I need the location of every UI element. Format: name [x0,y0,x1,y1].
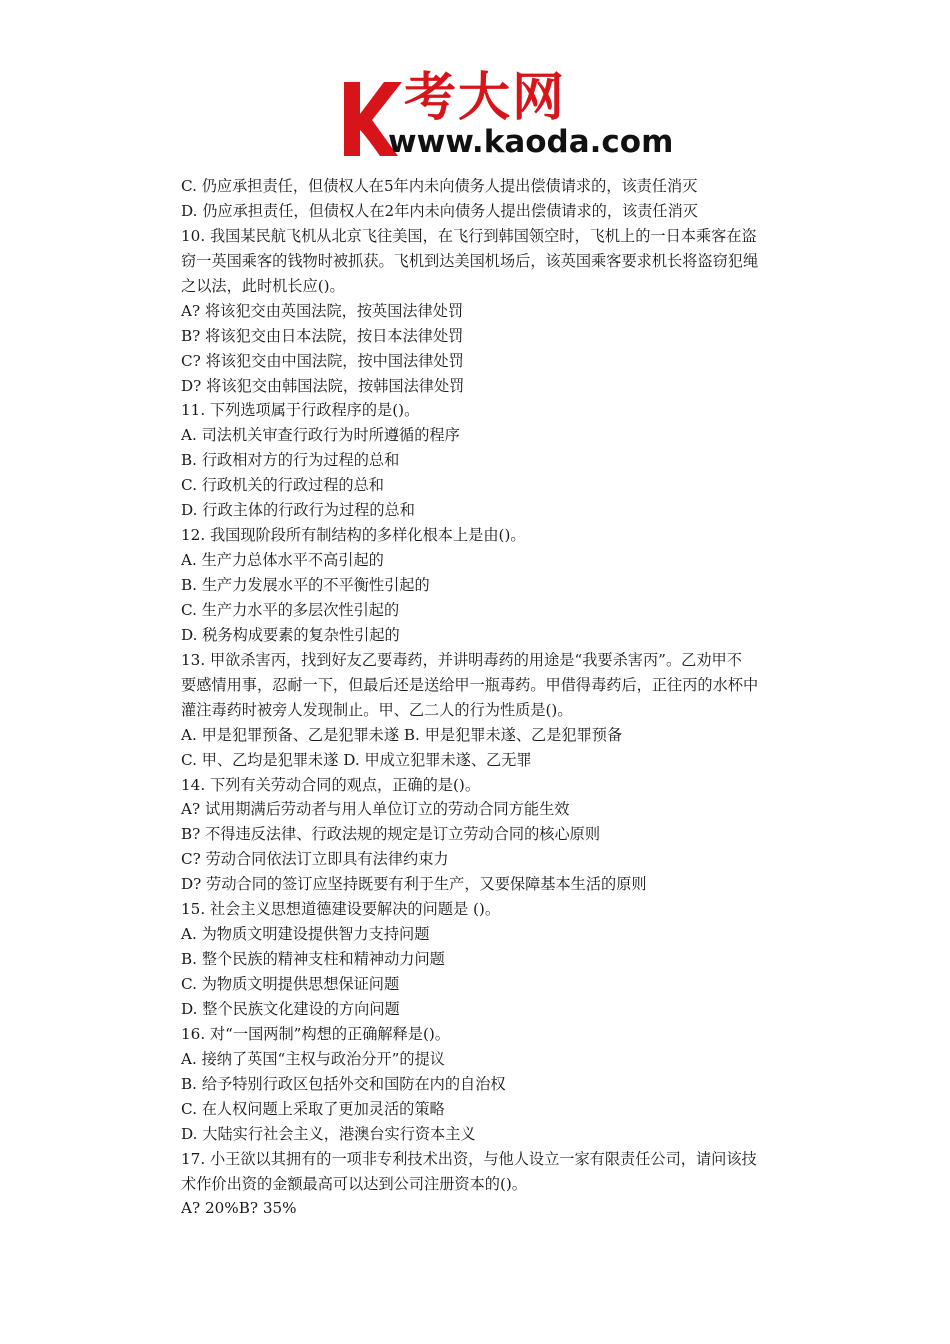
text-line: 14. 下列有关劳动合同的观点，正确的是()。 [181,775,481,794]
text-line: C. 为物质文明提供思想保证问题 [181,975,400,993]
text-line: 13. 甲欲杀害丙，找到好友乙要毒药，并讲明毒药的用途是“我要杀害丙”。乙劝甲不 [181,650,742,669]
text-line: D. 行政主体的行政行为过程的总和 [181,501,415,520]
text-line: 11. 下列选项属于行政程序的是()。 [181,401,420,420]
text-line: D? 劳动合同的签订应坚持既要有利于生产，又要保障基本生活的原则 [181,875,647,894]
text-line: B? 将该犯交由日本法院，按日本法律处罚 [181,326,464,345]
text-line: 灌注毒药时被旁人发现制止。甲、乙二人的行为性质是()。 [181,700,573,719]
text-line: D. 税务构成要素的复杂性引起的 [181,625,400,644]
text-line: C. 甲、乙均是犯罪未遂 D. 甲成立犯罪未遂、乙无罪 [181,750,532,769]
text-line: B. 行政相对方的行为过程的总和 [181,451,400,470]
kaoda-logo [340,68,674,160]
text-line: A. 生产力总体水平不高引起的 [181,551,384,570]
text-line: B. 给予特别行政区包括外交和国防在内的自治权 [181,1074,506,1093]
question-text-body [181,174,811,1221]
text-line: D. 仍应承担责任，但债权人在2年内未向债务人提出偿债请求的，该责任消灭 [181,201,698,220]
text-line: C. 生产力水平的多层次性引起的 [181,600,400,619]
text-line: C. 行政机关的行政过程的总和 [181,476,384,495]
text-line: 窃一英国乘客的钱物时被抓获。飞机到达美国机场后，该英国乘客要求机长将盗窃犯绳 [181,251,759,270]
text-line: C. 在人权问题上采取了更加灵活的策略 [181,1099,445,1118]
text-line: 要感情用事，忍耐一下，但最后还是送给甲一瓶毒药。甲借得毒药后，正往丙的水杯中 [181,675,759,694]
text-line: 17. 小王欲以其拥有的一项非专利技术出资，与他人设立一家有限责任公司，请问该技 [181,1149,757,1168]
text-line: 术作价出资的金额最高可以达到公司注册资本的()。 [181,1174,527,1193]
text-line: A? 20%B? 35% [181,1199,297,1218]
text-line: A? 试用期满后劳动者与用人单位订立的劳动合同方能生效 [181,800,570,819]
text-line: B? 不得违反法律、行政法规的规定是订立劳动合同的核心原则 [181,825,601,844]
text-line: D. 大陆实行社会主义，港澳台实行资本主义 [181,1124,476,1143]
text-line: 之以法，此时机长应()。 [181,276,345,295]
text-line: C? 劳动合同依法订立即具有法律约束力 [181,850,449,869]
text-line: 12. 我国现阶段所有制结构的多样化根本上是由()。 [181,526,526,545]
text-line: A. 为物质文明建设提供智力支持问题 [181,925,430,944]
logo-url-text: www.kaoda.com [388,124,674,160]
text-line: 15. 社会主义思想道德建设要解决的问题是 ()。 [181,900,501,919]
text-line: D? 将该犯交由韩国法院，按韩国法律处罚 [181,376,465,395]
text-line: B. 生产力发展水平的不平衡性引起的 [181,576,430,594]
text-line: B. 整个民族的精神支柱和精神动力问题 [181,950,445,969]
text-line: A. 接纳了英国“主权与政治分开”的提议 [181,1049,445,1068]
text-line: 16. 对“一国两制”构想的正确解释是()。 [181,1024,450,1043]
logo-brand-text: 考大网 [404,68,567,128]
text-line: A. 甲是犯罪预备、乙是犯罪未遂 B. 甲是犯罪未遂、乙是犯罪预备 [181,725,623,744]
text-line: C. 仍应承担责任，但债权人在5年内未向债务人提出偿债请求的，该责任消灭 [181,177,698,195]
text-line: C? 将该犯交由中国法院，按中国法律处罚 [181,351,464,370]
text-line: A? 将该犯交由英国法院，按英国法律处罚 [181,301,464,320]
text-line: A. 司法机关审查行政行为时所遵循的程序 [181,426,460,445]
text-line: D. 整个民族文化建设的方向问题 [181,999,400,1018]
text-line: 10. 我国某民航飞机从北京飞往美国，在飞行到韩国领空时，飞机上的一日本乘客在盗 [181,226,757,245]
